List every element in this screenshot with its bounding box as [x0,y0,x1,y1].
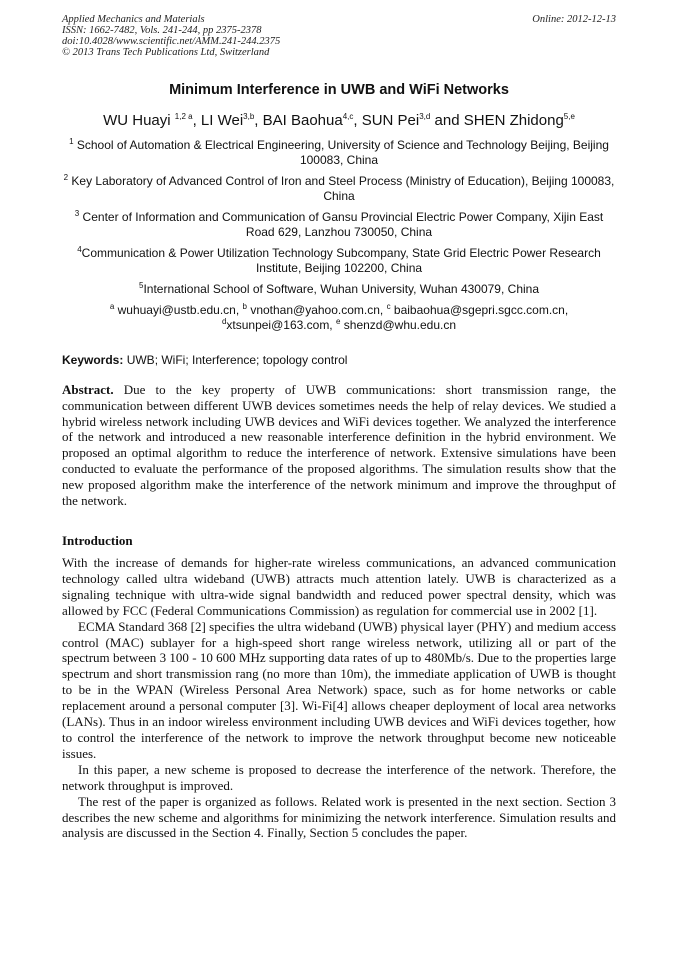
email-list: $^a$ wuhuayi@ustb.edu.cn, $^b$ vnothan@yahoo.com.cn, $^c$ baibaohua@sgepri.sgcc.com.cn, $^d$xtsunpei@163.com, $^e$ shenzd@whu.edu.cn [109,302,569,332]
author: LI Wei$^{3,b}$ [200,112,255,129]
keywords [62,353,616,367]
affiliation: $^1$ School of Automation & Electrical Engineering, University of Science and Technology Beijing, Beijing 100083, China [69,137,609,167]
paragraph: In this paper, a new scheme is proposed to decrease the interference of the network. Therefore, the network throughput is improved. [62,761,616,793]
author: SUN Pei$^{3,d}$ [361,112,431,129]
email: baibaohua@sgepri.sgcc.com.cn, [390,303,569,317]
journal-issn: ISSN: 1662-7482, Vols. 241-244, pp 2375-2378 [62,25,262,36]
affiliation: $^4$Communication & Power Utilization Technology Subcompany, State Grid Electric Power Research Institute, Beijing 102200, China [77,245,601,275]
email: shenzd@whu.edu.cn [340,318,457,332]
abstract-text: Due to the key property of UWB communications: short transmission range, the communication between different UWB devices sometimes needs the help of relay devices. We studied a hybrid wireless network including UWB devices and WiFi devices together. We analyzed the interference of the network and introduced a new reasonable interference definition in the hybrid environment. We proposed an optimal algorithm to reduce the interference of network. Extensive simulations have been conducted to evaluate the performance of the proposed algorithms. The simulation results show that the new proposed algorithm make the interference of the network minimum and improve the throughput of the network. [62,382,616,508]
journal-name: Applied Mechanics and Materials [62,14,205,25]
author: SHEN Zhidong$^{5,e}$ [463,112,575,129]
paper-title: Minimum Interference in UWB and WiFi Networks [169,82,509,98]
paragraph: ECMA Standard 368 [2] specifies the ultra wideband (UWB) physical layer (PHY) and medium access control (MAC) sublayer for a high-speed short range wireless network, utilizing all or part of the spectrum between 3 100 - 10 600 MHz supporting data rates of up to 480Mb/s. Due to the properties large spectrum and short transmission rang (no more than 10m), the immediate application of UWB is thought to be in the WPAN (Wireless Personal Area Network) space, such as for home networks or cable replacement around a personal computer [3]. Wi-Fi[4] allows cheaper deployment of local area networks (LANs). Thus in an indoor wireless environment including UWB devices and WiFi devices together, how to control the interference of the network to improve the network throughput become new noticeable issues. [62,618,616,761]
paragraph: The rest of the paper is organized as follows. Related work is presented in the next section. Section 3 describes the new scheme and algorithms for minimizing the network interference. Simulation results and analysis are discussed in the Section 4. Finally, Section 5 concludes the paper. [62,793,616,841]
journal-header [62,14,616,58]
abstract-label: Abstract. [62,382,114,397]
affiliation: $^3$ Center of Information and Communication of Gansu Provincial Electric Power Company, Xijin East Road 629, Lanzhou 730050, China [74,209,604,239]
section-heading-introduction: Introduction [62,533,133,548]
paragraph: With the increase of demands for higher-rate wireless communications, an advanced communication technology called ultra wideband (UWB) attracts much attention lately. UWB is characterized as a signaling technique with ultra-wide signal bandwidth and reduced power spectral density, which was allowed by FCC (Federal Communications Commission) as regulation for commercial use in 2002 [1]. [62,555,616,618]
email: xtsunpei@163.com, [226,318,336,332]
keywords-label: Keywords: [62,353,124,367]
introduction-body [62,555,616,841]
journal-copyright: © 2013 Trans Tech Publications Ltd, Switzerland [62,47,270,58]
keywords-text: UWB; WiFi; Interference; topology control [123,353,348,367]
affiliation: $^5$International School of Software, Wuhan University, Wuhan 430079, China [138,281,540,296]
author: WU Huayi $^{1,2 a}$ [103,112,193,129]
abstract [62,382,616,508]
online-date: Online: 2012-12-13 [532,14,616,25]
affiliations [62,138,616,333]
affiliation: $^2$ Key Laboratory of Advanced Control of Iron and Steel Process (Ministry of Education), Beijing 100083, China [63,173,615,203]
email: vnothan@yahoo.com.cn, [246,303,387,317]
author: BAI Baohua$^{4,c}$ [262,112,354,129]
journal-doi: doi:10.4028/www.scientific.net/AMM.241-244.2375 [62,36,281,47]
email: wuhuayi@ustb.edu.cn, [114,303,243,317]
author-list: WU Huayi $^{1,2 a}$, LI Wei$^{3,b}$, BAI Baohua$^{4,c}$, SUN Pei$^{3,d}$ and SHEN Zhidong$^{5,e}$ [103,112,575,129]
